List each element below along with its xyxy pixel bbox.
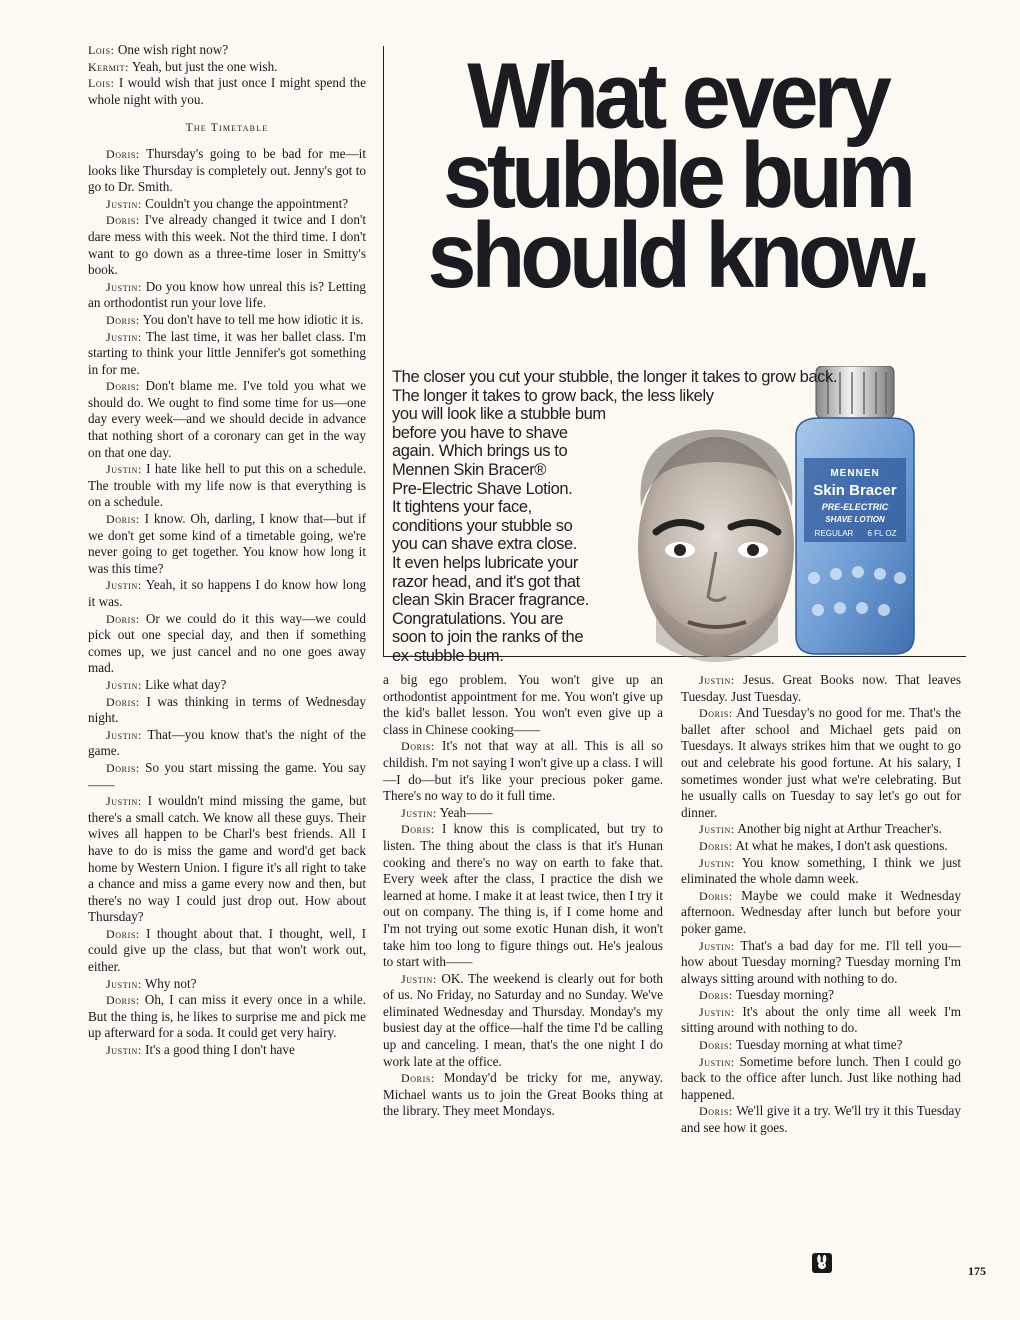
ad-copy-line: before you have to shave <box>392 423 568 442</box>
dialogue-text: One wish right now? <box>117 42 229 57</box>
bottle-brand: MENNEN <box>830 468 880 479</box>
dialogue-text: So you start missing the game. You say—— <box>88 759 367 792</box>
dialogue-paragraph <box>88 926 366 976</box>
speaker-name: Doris: <box>699 706 733 721</box>
dialogue-paragraph <box>383 672 663 738</box>
dialogue-text: Do you know how unreal this is? Letting an orthodontist run your love life. <box>88 278 367 311</box>
dialogue-text: Don't blame me. I've told you what we should do. We ought to find some time for us—one day every week—and we should decide in advance that nothing short of a coronary can get in the way on that one day. <box>88 378 367 460</box>
dialogue-paragraph <box>88 694 366 727</box>
bottle-name: Skin Bracer <box>813 482 897 499</box>
dialogue-text: We'll give it a try. We'll try it this Tuesday and see how it goes. <box>681 1103 962 1136</box>
dialogue-text: You know something, I think we just eliminated the whole damn week. <box>681 854 961 887</box>
ad-copy-line: Congratulations. You are <box>392 609 564 628</box>
text-column-3 <box>681 672 961 1137</box>
speaker-name: Kermit: <box>88 59 130 74</box>
dialogue-text: Maybe we could make it Wednesday afternoon. Wednesday after lunch but before your poker game. <box>681 887 962 936</box>
dialogue-paragraph <box>383 805 663 822</box>
speaker-name: Doris: <box>106 760 140 775</box>
dialogue-paragraph <box>681 888 961 938</box>
speaker-name: Doris: <box>106 926 140 941</box>
dialogue-text: I've already changed it twice and I don't dare mess with this week. Not the third time. I don't want to go down as a three-time loser in Smitty's book. <box>88 212 367 278</box>
speaker-name: Justin: <box>106 462 142 477</box>
dialogue-text: I know this is complicated, but try to listen. The thing about the class is that it's Hunan cooking and there's no way on earth to fake that. Every week after the class, I practice the dish we learned at home. I make it at least twice, then I try it out on company. The thing is, if I come home and I'm not trying out some exotic Hunan dish, it won't take him too long to figure things out. He's jealous to start with—— <box>383 821 663 970</box>
ad-headline <box>392 43 962 307</box>
dialogue-paragraph <box>88 212 366 278</box>
speaker-name: Doris: <box>699 1104 733 1119</box>
dialogue-text: Thursday's going to be bad for me—it looks like Thursday is completely out. Jenny's got to go to Dr. Smith. <box>88 145 366 195</box>
ad-copy-line: Mennen Skin Bracer® <box>392 460 547 479</box>
speaker-name: Justin: <box>106 1043 142 1058</box>
text-column-1 <box>88 42 366 1059</box>
dialogue-text: Sometime before lunch. Then I could go back to the office after lunch. Just like nothing had happened. <box>681 1053 961 1102</box>
section-heading: The Timetable <box>185 122 269 135</box>
dialogue-text: Yeah, but just the one wish. <box>131 58 278 74</box>
speaker-name: Doris: <box>106 146 140 161</box>
bottle-line2: SHAVE LOTION <box>825 515 885 524</box>
dialogue-paragraph <box>88 577 366 610</box>
dialogue-text: Another big night at Arthur Treacher's. <box>737 821 942 837</box>
speaker-name: Doris: <box>699 988 733 1003</box>
dialogue-text: It's a good thing I don't have <box>145 1042 295 1058</box>
text-column-2 <box>383 672 663 1120</box>
speaker-name: Doris: <box>106 379 140 394</box>
dialogue-text: Like what day? <box>145 676 227 692</box>
dialogue-paragraph <box>88 461 366 511</box>
dialogue-paragraph <box>88 59 366 76</box>
speaker-name: Doris: <box>699 838 733 853</box>
speaker-name: Doris: <box>699 888 733 903</box>
dialogue-text: And Tuesday's no good for me. That's the ballet after school and Michael gets paid on Tuesdays. It always strikes him that we ought to go out and celebrate his good fortune. At his salary, I sometimes wonder just what we're celebrating. But he usually calls on Tuesday to say let's go out for dinner. <box>681 705 961 820</box>
dialogue-paragraph <box>681 1037 961 1054</box>
dialogue-paragraph <box>88 42 366 59</box>
dialogue-paragraph <box>681 1054 961 1104</box>
ad-copy-line: razor head, and it's got that <box>392 572 580 591</box>
dialogue-text: Yeah—— <box>439 804 493 820</box>
dialogue-paragraph <box>681 1103 961 1136</box>
dialogue-paragraph <box>88 146 366 196</box>
speaker-name: Doris: <box>106 512 140 527</box>
speaker-name: Justin: <box>699 938 735 953</box>
speaker-name: Justin: <box>106 196 142 211</box>
dialogue-paragraph <box>88 511 366 577</box>
dialogue-paragraph <box>88 279 366 312</box>
ad-headline-line: stubble bum <box>442 123 912 228</box>
dialogue-paragraph <box>383 738 663 804</box>
speaker-name: Doris: <box>401 739 435 754</box>
dialogue-paragraph <box>681 987 961 1004</box>
skin-bracer-advertisement <box>383 43 966 665</box>
dialogue-text: Tuesday morning at what time? <box>735 1037 903 1053</box>
dialogue-paragraph <box>383 1070 663 1120</box>
ad-copy-line: The longer it takes to grow back, the less likely <box>392 386 714 405</box>
dialogue-paragraph <box>88 75 366 108</box>
ad-copy-line: you will look like a stubble bum <box>392 405 606 424</box>
dialogue-text: Or we could do it this way—we could pick out one special day, and then if something comes up, we just cancel and no one goes away mad. <box>88 610 367 676</box>
dialogue-text: That—you know that's the night of the game. <box>88 726 366 759</box>
dialogue-paragraph <box>681 938 961 988</box>
speaker-name: Lois: <box>88 43 115 57</box>
dialogue-paragraph <box>681 838 961 855</box>
speaker-name: Justin: <box>699 1054 735 1069</box>
dialogue-paragraph <box>681 821 961 838</box>
speaker-name: Justin: <box>106 578 142 593</box>
ad-copy-line: ex-stubble bum. <box>392 646 504 665</box>
speaker-name: Doris: <box>401 822 435 837</box>
speaker-name: Justin: <box>401 805 437 820</box>
dialogue-paragraph <box>88 793 366 926</box>
dialogue-text: Yeah, it so happens I do know how long it was. <box>88 577 367 609</box>
speaker-name: Justin: <box>106 677 142 692</box>
dialogue-paragraph <box>88 677 366 694</box>
dialogue-paragraph <box>681 672 961 705</box>
dialogue-text: It's not that way at all. This is all so childish. I'm not saying I won't give up a class. I will—I do—but it's like your precious poker game. There's no way to do it full time. <box>383 738 663 804</box>
speaker-name: Justin: <box>699 855 735 870</box>
dialogue-text: Oh, I can miss it every once in a while. But the thing is, he likes to surprise me and pick me up afterward for a soda. It could get very hairy. <box>88 992 366 1041</box>
dialogue-paragraph <box>88 378 366 461</box>
dialogue-paragraph <box>383 971 663 1071</box>
ad-copy-line: you can shave extra close. <box>392 535 577 554</box>
dialogue-paragraph <box>88 992 366 1042</box>
ad-copy-line: It even helps lubricate your <box>392 553 578 572</box>
dialogue-text: That's a bad day for me. I'll tell you—how about Tuesday morning? Tuesday morning I'm always sitting around with nothing to do. <box>681 937 961 986</box>
ad-copy-line: soon to join the ranks of the <box>392 628 584 647</box>
dialogue-paragraph <box>88 760 366 793</box>
ad-copy-line: The closer you cut your stubble, the longer it takes to grow back. <box>392 368 838 386</box>
dialogue-paragraph <box>681 705 961 821</box>
speaker-name: Justin: <box>106 976 142 991</box>
dialogue-paragraph <box>88 727 366 760</box>
bottle-size: 6 FL OZ <box>867 529 897 538</box>
ad-copy-line: It tightens your face, <box>392 498 532 517</box>
dialogue-paragraph <box>88 312 366 329</box>
speaker-name: Doris: <box>106 611 140 626</box>
speaker-name: Justin: <box>106 794 142 809</box>
speaker-name: Justin: <box>699 673 735 687</box>
ad-headline-line: What every <box>467 43 887 148</box>
dialogue-text: I would wish that just once I might spend the whole night with you. <box>88 75 366 107</box>
dialogue-paragraph <box>681 1004 961 1037</box>
speaker-name: Doris: <box>401 1071 435 1086</box>
dialogue-paragraph <box>88 1042 366 1059</box>
speaker-name: Justin: <box>699 1004 735 1019</box>
ad-copy-line: Pre-Electric Shave Lotion. <box>392 479 573 498</box>
speaker-name: Doris: <box>106 993 140 1008</box>
speaker-name: Doris: <box>106 694 140 709</box>
ad-copy-line: clean Skin Bracer fragrance. <box>392 591 589 610</box>
dialogue-text: I thought about that. I thought, well, I could give up the class, but that won't work out, either. <box>88 925 367 975</box>
dialogue-text: a big ego problem. You won't give up an orthodontist appointment for me. You won't give up the kid's ballet lesson. You won't even give up a class in Chinese cooking—— <box>383 672 663 737</box>
dialogue-text: Monday'd be tricky for me, anyway. Michael wants us to join the Great Books thing at the library. They meet Mondays. <box>383 1070 663 1119</box>
ad-body-copy <box>392 368 912 666</box>
page-number: 175 <box>968 1264 986 1278</box>
speaker-name: Justin: <box>106 329 142 344</box>
bottle-variant: REGULAR <box>814 529 854 538</box>
speaker-name: Lois: <box>88 76 115 91</box>
dialogue-text: At what he makes, I don't ask questions. <box>735 837 948 853</box>
playboy-rabbit-icon <box>812 1253 832 1273</box>
dialogue-text: I was thinking in terms of Wednesday night. <box>88 693 367 726</box>
ad-copy-line: again. Which brings us to <box>392 442 568 461</box>
bottle-line1: PRE-ELECTRIC <box>821 502 889 512</box>
dialogue-paragraph <box>88 329 366 379</box>
dialogue-paragraph <box>88 196 366 213</box>
speaker-name: Doris: <box>106 213 140 228</box>
ad-headline-line: should know. <box>427 203 927 307</box>
dialogue-text: Tuesday morning? <box>735 987 834 1003</box>
dialogue-paragraph <box>88 611 366 677</box>
dialogue-text: Jesus. Great Books now. That leaves Tuesday. Just Tuesday. <box>681 672 961 704</box>
dialogue-text: I know. Oh, darling, I know that—but if we don't get some kind of a timetable going, we're never going to get together. You know how long it was this time? <box>88 511 366 576</box>
speaker-name: Justin: <box>106 727 142 742</box>
speaker-name: Justin: <box>699 822 735 837</box>
dialogue-text: It's about the only time all week I'm sitting around with nothing to do. <box>681 1003 962 1036</box>
dialogue-text: Why not? <box>144 975 197 991</box>
dialogue-text: You don't have to tell me how idiotic it is. <box>142 311 364 327</box>
dialogue-text: OK. The weekend is clearly out for both of us. No Friday, no Saturday and no Sunday. We've eliminated Wednesday and Thursday. Monday's my busiest day at the office—half the time I'd be calling up and canceling. I mean, that's the one night I do work late at the office. <box>383 970 663 1069</box>
speaker-name: Justin: <box>106 279 142 294</box>
dialogue-text: I hate like hell to put this on a schedule. The trouble with my life now is that everything is on a schedule. <box>88 461 367 510</box>
dialogue-paragraph <box>88 976 366 993</box>
dialogue-paragraph <box>383 821 663 970</box>
speaker-name: Doris: <box>699 1038 733 1053</box>
ad-copy-line: conditions your stubble so <box>392 516 573 535</box>
dialogue-text: Couldn't you change the appointment? <box>145 195 349 211</box>
dialogue-paragraph <box>681 855 961 888</box>
dialogue-text: I wouldn't mind missing the game, but there's a small catch. We know all these guys. Their wives all happen to be Charl's best friends. All I have to do is miss the game and word'd get back home by Western Union. I figure it's all right to take a chance and miss a game every now and then, but there's no way I could just drop out. How about Thursday? <box>88 793 366 925</box>
speaker-name: Justin: <box>401 971 437 986</box>
speaker-name: Doris: <box>106 312 140 327</box>
dialogue-text: The last time, it was her ballet class. I'm starting to think your little Jennifer's got something in for me. <box>88 328 366 377</box>
